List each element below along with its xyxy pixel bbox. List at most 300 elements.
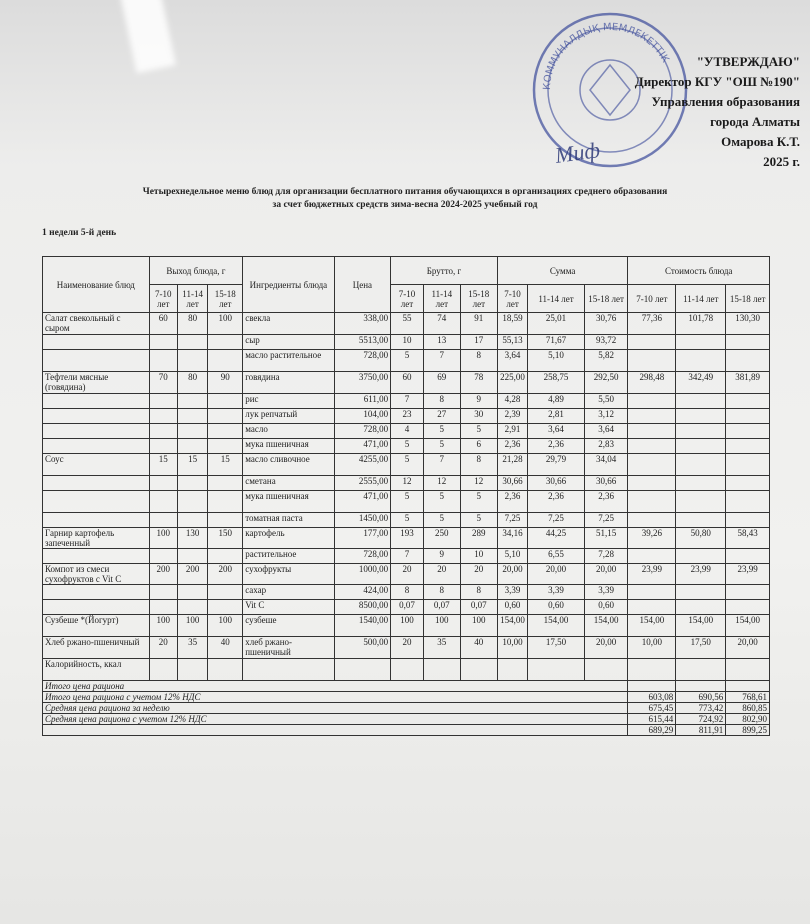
gross-15-18: 20 — [460, 564, 497, 585]
yield-11-14: 100 — [177, 615, 207, 637]
cost-11-14: 23,99 — [676, 564, 726, 585]
gross-11-14: 250 — [423, 528, 460, 549]
gross-7-10: 100 — [391, 615, 424, 637]
header-age: 7-10 лет — [149, 285, 177, 313]
header-sum: Сумма — [497, 257, 628, 285]
table-row — [43, 637, 770, 659]
yield-15-18 — [208, 394, 243, 409]
sum-7-10: 154,00 — [497, 615, 527, 637]
ingredient: сузбеше — [243, 615, 334, 637]
cost-7-10 — [628, 600, 676, 615]
cost-11-14: 101,78 — [676, 313, 726, 335]
price: 4255,00 — [334, 454, 391, 476]
gross-15-18: 12 — [460, 476, 497, 491]
yield-7-10 — [149, 335, 177, 350]
yield-15-18: 90 — [208, 372, 243, 394]
sum-7-10: 18,59 — [497, 313, 527, 335]
price: 471,00 — [334, 491, 391, 513]
signature: Миф — [553, 136, 602, 169]
sum-15-18: 3,39 — [584, 585, 628, 600]
gross-15-18: 100 — [460, 615, 497, 637]
cost-15-18: 381,89 — [726, 372, 770, 394]
gross-7-10: 5 — [391, 491, 424, 513]
yield-7-10: 15 — [149, 454, 177, 476]
yield-7-10 — [149, 394, 177, 409]
table-row — [43, 372, 770, 394]
yield-7-10 — [149, 659, 177, 681]
ingredient: лук репчатый — [243, 409, 334, 424]
sum-15-18: 30,66 — [584, 476, 628, 491]
ingredient: сыр — [243, 335, 334, 350]
table-row — [43, 476, 770, 491]
table-row — [43, 350, 770, 372]
header-gross: Брутто, г — [391, 257, 498, 285]
sum-11-14: 7,25 — [528, 513, 585, 528]
price: 424,00 — [334, 585, 391, 600]
cost-15-18 — [726, 424, 770, 439]
gross-15-18: 0,07 — [460, 600, 497, 615]
approval-line: города Алматы — [710, 114, 800, 129]
sum-11-14: 2,36 — [528, 491, 585, 513]
totals-label: Итого цена рациона — [43, 681, 628, 692]
yield-7-10 — [149, 476, 177, 491]
yield-7-10: 20 — [149, 637, 177, 659]
price: 3750,00 — [334, 372, 391, 394]
gross-7-10: 23 — [391, 409, 424, 424]
sum-15-18: 51,15 — [584, 528, 628, 549]
ingredient: сметана — [243, 476, 334, 491]
sum-15-18: 20,00 — [584, 637, 628, 659]
yield-11-14: 80 — [177, 372, 207, 394]
menu-table — [42, 256, 770, 736]
sum-15-18: 154,00 — [584, 615, 628, 637]
totals-value-7-10: 675,45 — [628, 703, 676, 714]
table-row — [43, 335, 770, 350]
dish-name — [43, 350, 150, 372]
cost-15-18 — [726, 600, 770, 615]
gross-11-14: 13 — [423, 335, 460, 350]
yield-15-18 — [208, 424, 243, 439]
yield-7-10: 100 — [149, 528, 177, 549]
totals-value-11-14: 811,91 — [676, 725, 726, 736]
cost-15-18 — [726, 491, 770, 513]
sum-11-14: 71,67 — [528, 335, 585, 350]
sum-7-10: 30,66 — [497, 476, 527, 491]
totals-value-7-10 — [628, 681, 676, 692]
gross-7-10: 20 — [391, 637, 424, 659]
gross-11-14: 5 — [423, 513, 460, 528]
price: 5513,00 — [334, 335, 391, 350]
yield-11-14 — [177, 659, 207, 681]
table-row — [43, 585, 770, 600]
yield-11-14 — [177, 491, 207, 513]
gross-11-14: 5 — [423, 491, 460, 513]
header-age: 7-10 лет — [391, 285, 424, 313]
yield-15-18: 40 — [208, 637, 243, 659]
header-price: Цена — [334, 257, 391, 313]
cost-11-14: 50,80 — [676, 528, 726, 549]
yield-15-18 — [208, 439, 243, 454]
cost-15-18 — [726, 335, 770, 350]
yield-7-10 — [149, 513, 177, 528]
approval-line: Омарова К.Т. — [721, 134, 800, 149]
cost-7-10 — [628, 394, 676, 409]
header-age: 11-14 лет — [676, 285, 726, 313]
yield-7-10 — [149, 350, 177, 372]
cost-15-18: 130,30 — [726, 313, 770, 335]
table-row — [43, 439, 770, 454]
cost-11-14 — [676, 600, 726, 615]
table-row — [43, 528, 770, 549]
totals-value-11-14 — [676, 681, 726, 692]
cost-15-18 — [726, 513, 770, 528]
approval-block — [570, 52, 800, 172]
cost-11-14 — [676, 409, 726, 424]
yield-7-10 — [149, 424, 177, 439]
cost-7-10 — [628, 409, 676, 424]
header-age: 15-18 лет — [584, 285, 628, 313]
yield-11-14 — [177, 600, 207, 615]
gross-15-18: 6 — [460, 439, 497, 454]
price: 728,00 — [334, 549, 391, 564]
dish-name — [43, 513, 150, 528]
dish-name — [43, 335, 150, 350]
ingredient: растительное — [243, 549, 334, 564]
cost-11-14: 342,49 — [676, 372, 726, 394]
totals-value-15-18 — [726, 681, 770, 692]
document-title — [0, 186, 810, 212]
yield-7-10 — [149, 439, 177, 454]
approval-line: 2025 г. — [763, 154, 800, 169]
header-age: 7-10 лет — [628, 285, 676, 313]
cost-11-14 — [676, 394, 726, 409]
dish-name: Соус — [43, 454, 150, 476]
yield-15-18 — [208, 600, 243, 615]
yield-15-18 — [208, 491, 243, 513]
cost-11-14 — [676, 476, 726, 491]
gross-7-10: 5 — [391, 350, 424, 372]
sum-15-18: 5,50 — [584, 394, 628, 409]
gross-11-14: 5 — [423, 424, 460, 439]
cost-7-10 — [628, 513, 676, 528]
cost-11-14: 154,00 — [676, 615, 726, 637]
yield-11-14 — [177, 513, 207, 528]
yield-11-14 — [177, 549, 207, 564]
cost-11-14 — [676, 549, 726, 564]
totals-row — [43, 725, 770, 736]
cost-7-10 — [628, 439, 676, 454]
cost-7-10 — [628, 476, 676, 491]
sum-7-10: 21,28 — [497, 454, 527, 476]
cost-7-10: 10,00 — [628, 637, 676, 659]
gross-11-14: 7 — [423, 454, 460, 476]
light-glare — [120, 0, 176, 73]
gross-11-14: 5 — [423, 439, 460, 454]
header-dish: Наименование блюд — [43, 257, 150, 313]
table-row — [43, 513, 770, 528]
gross-15-18: 5 — [460, 513, 497, 528]
cost-15-18: 23,99 — [726, 564, 770, 585]
yield-11-14 — [177, 424, 207, 439]
ingredient: масло растительное — [243, 350, 334, 372]
yield-11-14 — [177, 409, 207, 424]
yield-15-18 — [208, 585, 243, 600]
gross-15-18: 8 — [460, 350, 497, 372]
ingredient: мука пшеничная — [243, 439, 334, 454]
gross-11-14: 7 — [423, 350, 460, 372]
gross-11-14: 20 — [423, 564, 460, 585]
sum-15-18: 3,64 — [584, 424, 628, 439]
cost-7-10 — [628, 350, 676, 372]
gross-15-18: 78 — [460, 372, 497, 394]
approval-line: Управления образования — [651, 94, 800, 109]
sum-11-14: 44,25 — [528, 528, 585, 549]
price: 8500,00 — [334, 600, 391, 615]
price: 1000,00 — [334, 564, 391, 585]
yield-15-18 — [208, 513, 243, 528]
totals-value-11-14: 690,56 — [676, 692, 726, 703]
sum-15-18: 5,82 — [584, 350, 628, 372]
cost-11-14 — [676, 350, 726, 372]
sum-7-10: 10,00 — [497, 637, 527, 659]
cost-7-10: 154,00 — [628, 615, 676, 637]
yield-11-14 — [177, 350, 207, 372]
sum-7-10: 7,25 — [497, 513, 527, 528]
dish-name: Хлеб ржано-пшеничный — [43, 637, 150, 659]
sum-15-18: 7,28 — [584, 549, 628, 564]
sum-15-18: 3,12 — [584, 409, 628, 424]
sum-7-10: 20,00 — [497, 564, 527, 585]
sum-15-18: 93,72 — [584, 335, 628, 350]
yield-15-18 — [208, 335, 243, 350]
sum-11-14: 30,66 — [528, 476, 585, 491]
gross-11-14: 8 — [423, 585, 460, 600]
totals-value-15-18: 768,61 — [726, 692, 770, 703]
totals-value-15-18: 802,90 — [726, 714, 770, 725]
sum-15-18: 2,36 — [584, 491, 628, 513]
sum-15-18: 292,50 — [584, 372, 628, 394]
gross-15-18: 91 — [460, 313, 497, 335]
totals-label: Средняя цена рациона за неделю — [43, 703, 628, 714]
gross-11-14 — [423, 659, 460, 681]
header-age: 11-14 лет — [423, 285, 460, 313]
sum-11-14: 154,00 — [528, 615, 585, 637]
dish-name: Калорийность, ккал — [43, 659, 150, 681]
gross-7-10: 5 — [391, 454, 424, 476]
totals-label: Средняя цена рациона с учетом 12% НДС — [43, 714, 628, 725]
gross-11-14: 35 — [423, 637, 460, 659]
cost-7-10 — [628, 424, 676, 439]
gross-7-10: 5 — [391, 513, 424, 528]
sum-11-14: 2,81 — [528, 409, 585, 424]
sum-7-10: 3,64 — [497, 350, 527, 372]
gross-15-18: 289 — [460, 528, 497, 549]
sum-15-18: 34,04 — [584, 454, 628, 476]
sum-11-14: 2,36 — [528, 439, 585, 454]
sum-7-10: 34,16 — [497, 528, 527, 549]
gross-11-14: 12 — [423, 476, 460, 491]
cost-11-14 — [676, 513, 726, 528]
yield-11-14 — [177, 335, 207, 350]
price: 728,00 — [334, 350, 391, 372]
sum-7-10: 2,36 — [497, 491, 527, 513]
cost-11-14 — [676, 454, 726, 476]
ingredient — [243, 659, 334, 681]
sum-11-14: 0,60 — [528, 600, 585, 615]
totals-label — [43, 725, 628, 736]
sum-7-10: 2,36 — [497, 439, 527, 454]
yield-7-10: 200 — [149, 564, 177, 585]
sum-11-14: 29,79 — [528, 454, 585, 476]
gross-15-18: 30 — [460, 409, 497, 424]
sum-11-14: 25,01 — [528, 313, 585, 335]
gross-7-10: 5 — [391, 439, 424, 454]
gross-15-18: 9 — [460, 394, 497, 409]
price: 104,00 — [334, 409, 391, 424]
yield-11-14: 35 — [177, 637, 207, 659]
cost-15-18 — [726, 549, 770, 564]
sum-11-14: 6,55 — [528, 549, 585, 564]
ingredient: свекла — [243, 313, 334, 335]
cost-15-18 — [726, 439, 770, 454]
yield-7-10: 60 — [149, 313, 177, 335]
gross-11-14: 9 — [423, 549, 460, 564]
yield-11-14: 130 — [177, 528, 207, 549]
cost-7-10: 298,48 — [628, 372, 676, 394]
totals-row — [43, 703, 770, 714]
dish-name — [43, 585, 150, 600]
totals-value-7-10: 615,44 — [628, 714, 676, 725]
cost-15-18 — [726, 394, 770, 409]
sum-7-10: 55,13 — [497, 335, 527, 350]
cost-7-10 — [628, 549, 676, 564]
table-row — [43, 424, 770, 439]
table-row — [43, 491, 770, 513]
header-age: 11-14 лет — [528, 285, 585, 313]
totals-row — [43, 681, 770, 692]
cost-7-10 — [628, 659, 676, 681]
yield-15-18: 15 — [208, 454, 243, 476]
gross-7-10: 193 — [391, 528, 424, 549]
yield-7-10 — [149, 409, 177, 424]
yield-7-10: 100 — [149, 615, 177, 637]
header-yield: Выход блюда, г — [149, 257, 243, 285]
cost-11-14 — [676, 424, 726, 439]
price: 611,00 — [334, 394, 391, 409]
yield-15-18: 100 — [208, 313, 243, 335]
yield-7-10 — [149, 600, 177, 615]
cost-7-10: 77,36 — [628, 313, 676, 335]
cost-7-10: 23,99 — [628, 564, 676, 585]
gross-7-10: 7 — [391, 394, 424, 409]
dish-name: Салат свекольный с сыром — [43, 313, 150, 335]
cost-11-14 — [676, 659, 726, 681]
cost-11-14 — [676, 585, 726, 600]
sum-7-10: 3,39 — [497, 585, 527, 600]
yield-15-18 — [208, 659, 243, 681]
dish-name — [43, 600, 150, 615]
header-ingredients: Ингредиенты блюда — [243, 257, 334, 313]
gross-11-14: 27 — [423, 409, 460, 424]
cost-15-18 — [726, 409, 770, 424]
gross-7-10: 55 — [391, 313, 424, 335]
cost-15-18: 58,43 — [726, 528, 770, 549]
table-row — [43, 313, 770, 335]
gross-7-10 — [391, 659, 424, 681]
stamp-text: КОММУНАЛДЫҚ МЕМЛЕКЕТТІК — [541, 21, 671, 91]
table-row — [43, 394, 770, 409]
gross-15-18: 40 — [460, 637, 497, 659]
header-age: 11-14 лет — [177, 285, 207, 313]
table-row — [43, 409, 770, 424]
price: 1540,00 — [334, 615, 391, 637]
approval-title: "УТВЕРЖДАЮ" — [696, 54, 800, 69]
yield-7-10 — [149, 491, 177, 513]
yield-15-18: 100 — [208, 615, 243, 637]
gross-7-10: 12 — [391, 476, 424, 491]
cost-15-18 — [726, 454, 770, 476]
cost-11-14 — [676, 335, 726, 350]
cost-15-18 — [726, 476, 770, 491]
sum-15-18: 30,76 — [584, 313, 628, 335]
yield-15-18: 200 — [208, 564, 243, 585]
price: 177,00 — [334, 528, 391, 549]
totals-value-15-18: 899,25 — [726, 725, 770, 736]
cost-11-14: 17,50 — [676, 637, 726, 659]
sum-11-14 — [528, 659, 585, 681]
sum-11-14: 4,89 — [528, 394, 585, 409]
totals-value-15-18: 860,85 — [726, 703, 770, 714]
sum-15-18: 20,00 — [584, 564, 628, 585]
table-row — [43, 564, 770, 585]
sum-7-10: 4,28 — [497, 394, 527, 409]
gross-15-18: 8 — [460, 454, 497, 476]
yield-11-14 — [177, 439, 207, 454]
cost-7-10 — [628, 454, 676, 476]
gross-11-14: 8 — [423, 394, 460, 409]
dish-name: Гарнир картофель запеченный — [43, 528, 150, 549]
yield-11-14: 200 — [177, 564, 207, 585]
sum-7-10: 2,39 — [497, 409, 527, 424]
ingredient: сахар — [243, 585, 334, 600]
table-row — [43, 659, 770, 681]
ingredient: сухофрукты — [243, 564, 334, 585]
yield-11-14: 15 — [177, 454, 207, 476]
cost-7-10 — [628, 585, 676, 600]
ingredient: рис — [243, 394, 334, 409]
ingredient: масло — [243, 424, 334, 439]
gross-7-10: 7 — [391, 549, 424, 564]
week-day-label: 1 недели 5-й день — [42, 228, 117, 238]
cost-7-10: 39,26 — [628, 528, 676, 549]
sum-11-14: 258,75 — [528, 372, 585, 394]
totals-value-7-10: 689,29 — [628, 725, 676, 736]
yield-7-10 — [149, 549, 177, 564]
cost-15-18: 154,00 — [726, 615, 770, 637]
yield-15-18 — [208, 350, 243, 372]
sum-7-10 — [497, 659, 527, 681]
title-line: Четырехнедельное меню блюд для организации бесплатного питания обучающихся в организациях среднего образования — [142, 187, 668, 197]
dish-name — [43, 549, 150, 564]
ingredient: хлеб ржано-пшеничный — [243, 637, 334, 659]
table-row — [43, 615, 770, 637]
dish-name — [43, 424, 150, 439]
cost-15-18: 20,00 — [726, 637, 770, 659]
gross-15-18: 17 — [460, 335, 497, 350]
yield-15-18 — [208, 549, 243, 564]
gross-15-18 — [460, 659, 497, 681]
totals-value-11-14: 724,92 — [676, 714, 726, 725]
